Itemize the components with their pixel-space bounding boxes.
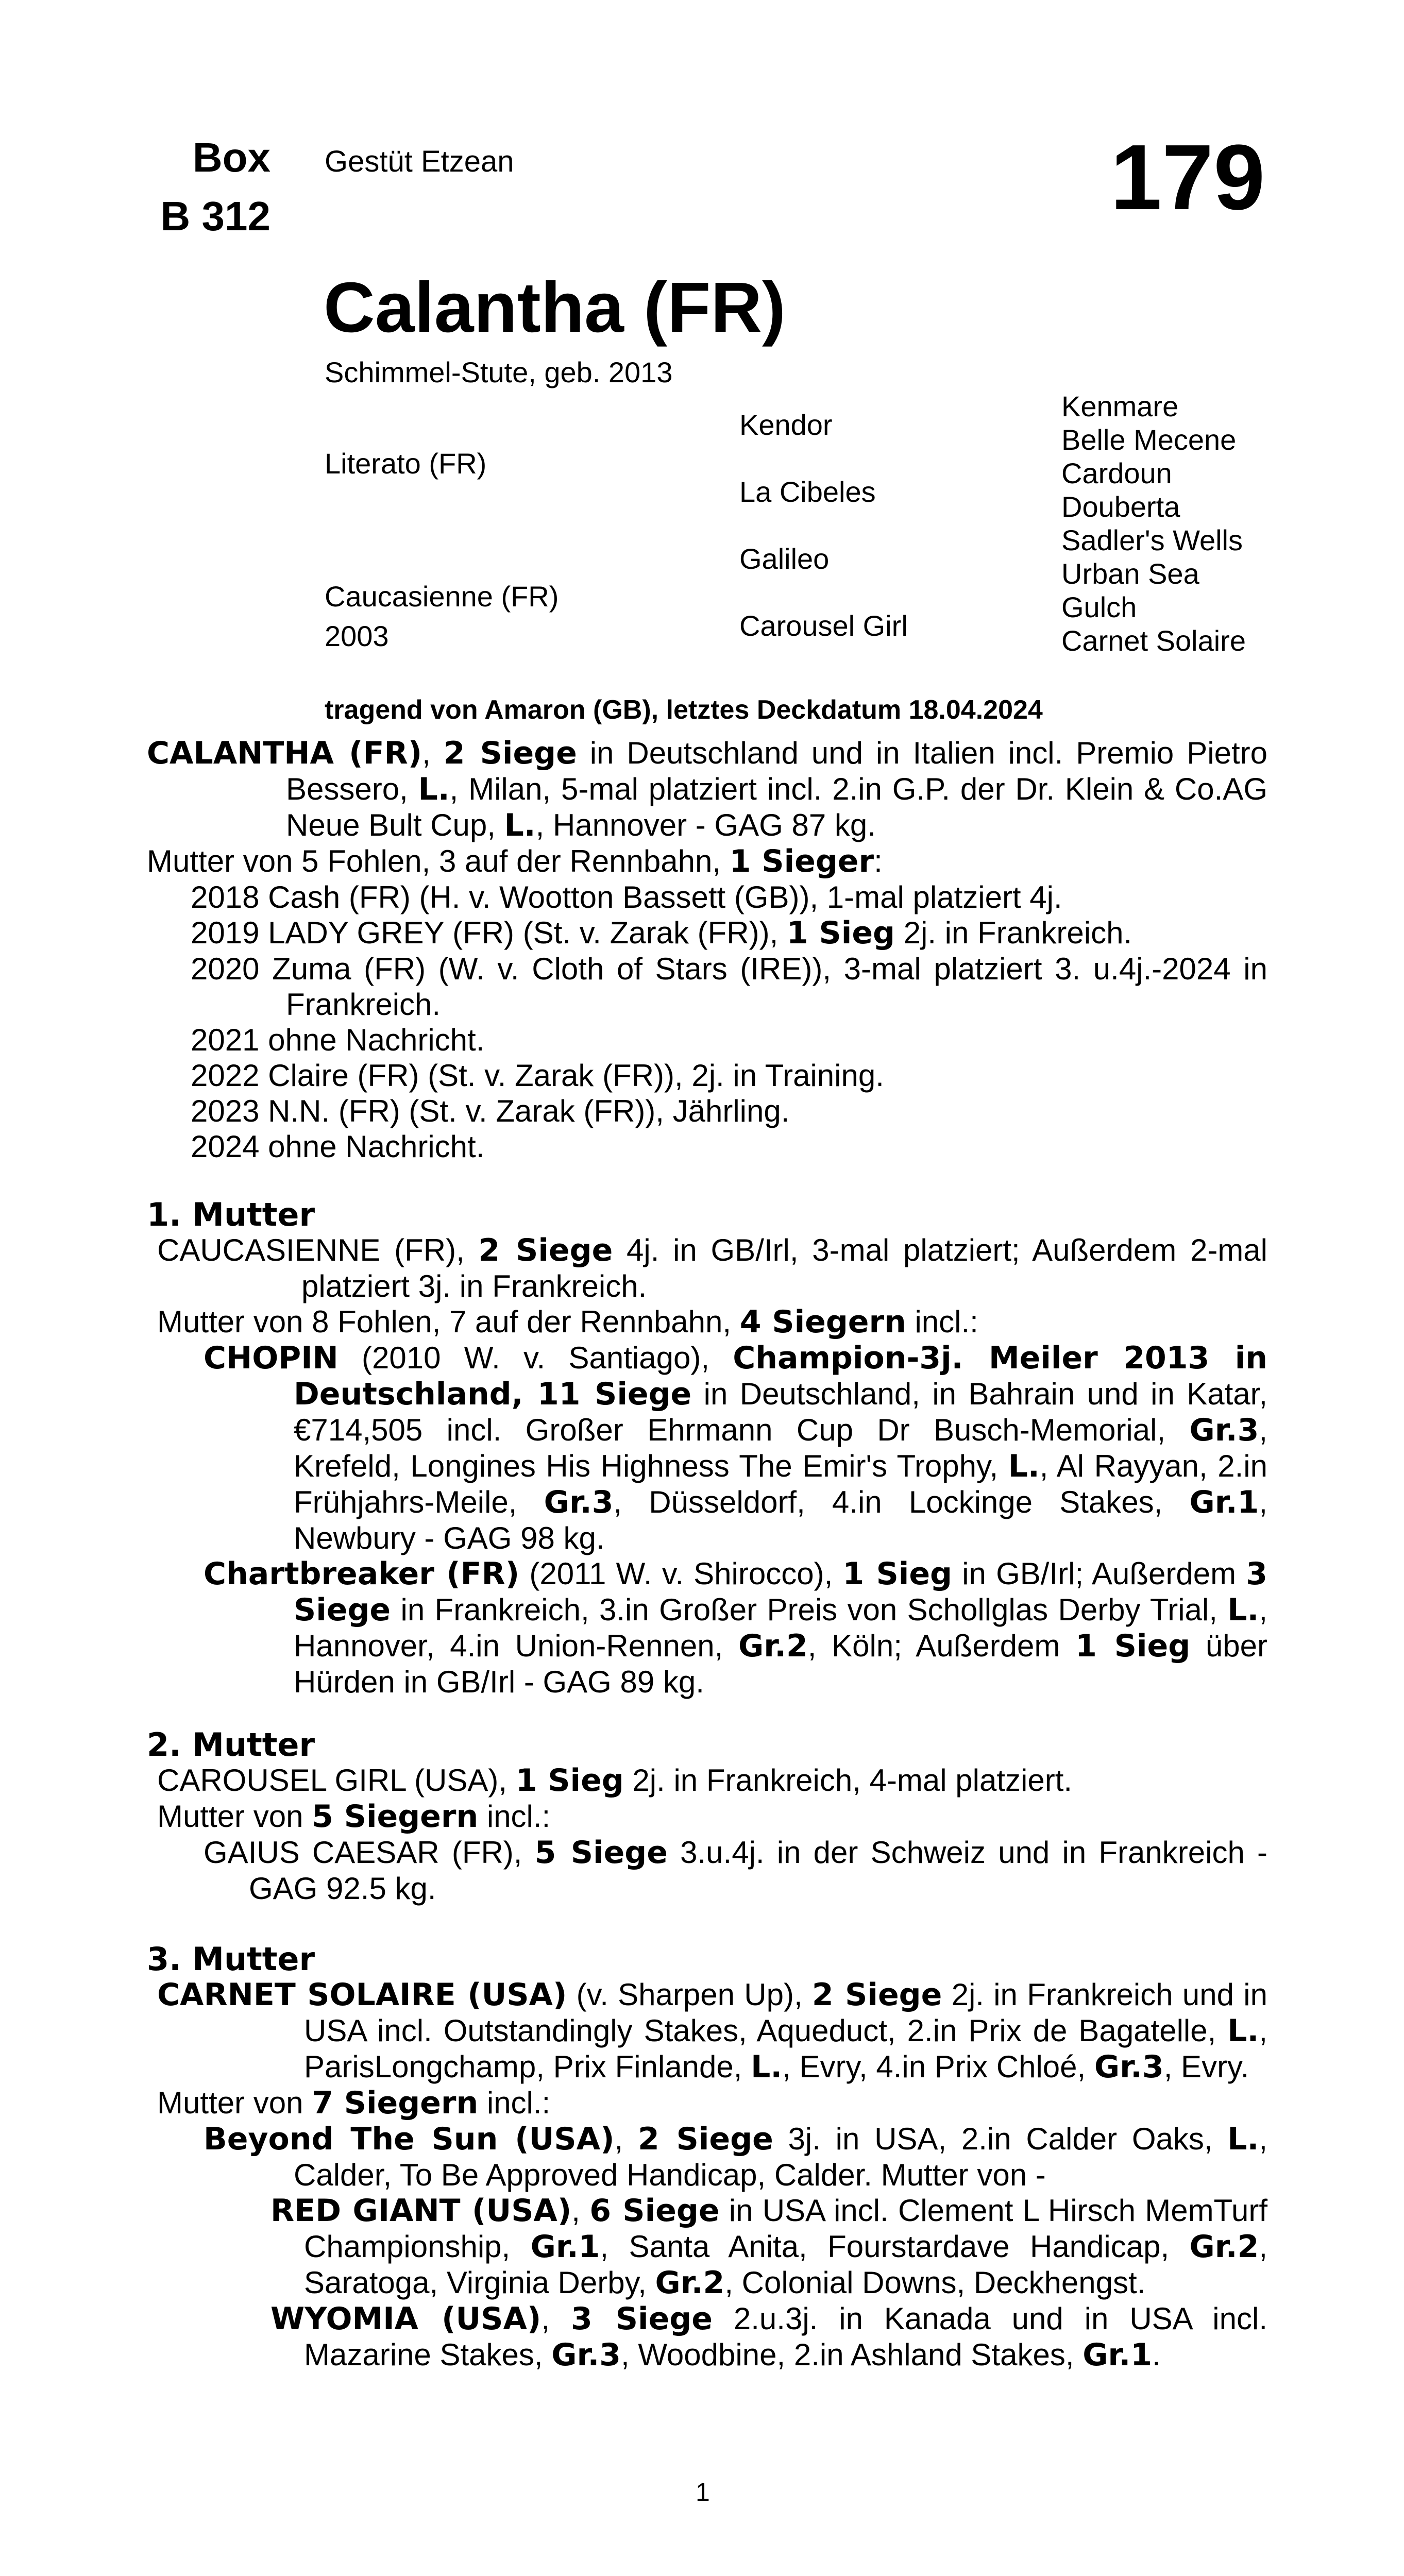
consignor: Gestüt Etzean bbox=[325, 145, 514, 178]
pedigree-dam-year: 2003 bbox=[325, 620, 389, 652]
dam1-section bbox=[147, 1197, 1267, 1700]
dam3-produce: Mutter von 7 Siegern incl.: bbox=[157, 2085, 551, 2121]
pedigree-ssd: Belle Mecene bbox=[1061, 423, 1237, 456]
list-item: 2023 N.N. (FR) (St. v. Zarak (FR)), Jährling. bbox=[191, 1094, 790, 1128]
list-item: 2018 Cash (FR) (H. v. Wootton Bassett (GB)), 1-mal platziert 4j. bbox=[191, 880, 1062, 914]
box-label: Box bbox=[192, 134, 270, 180]
list-item: Chartbreaker (FR) (2011 W. v. Shirocco), 1 Sieg in GB/Irl; Außerdem 3 Siege in Frankreich, 3.in Großer Preis von Schollglas Derby Trial, L., Hannover, 4.in Union-Rennen, Gr.2, Köln; Außerdem 1 Sieg über Hürden in GB/Irl - GAG 89 kg. bbox=[204, 1556, 1267, 1699]
pedigree-sss: Kenmare bbox=[1061, 390, 1179, 422]
list-item: 2020 Zuma (FR) (W. v. Cloth of Stars (IRE)), 3-mal platziert 3. u.4j.-2024 in Frankreich. bbox=[191, 952, 1267, 1022]
pedigree-sire: Literato (FR) bbox=[325, 447, 487, 480]
dam1-produce: Mutter von 8 Fohlen, 7 auf der Rennbahn, 4 Siegern incl.: bbox=[157, 1304, 978, 1340]
list-item: 2022 Claire (FR) (St. v. Zarak (FR)), 2j. in Training. bbox=[191, 1058, 884, 1093]
pedigree-ddd: Carnet Solaire bbox=[1061, 624, 1246, 657]
list-item: GAIUS CAESAR (FR), 5 Siege 3.u.4j. in der Schweiz und in Frankreich - GAG 92.5 kg. bbox=[204, 1835, 1267, 1906]
covering-info: tragend von Amaron (GB), letztes Deckdatum 18.04.2024 bbox=[325, 695, 1043, 725]
lot-number: 179 bbox=[1110, 126, 1265, 229]
dam1-heading: 1. Mutter bbox=[147, 1196, 315, 1233]
pedigree-dd: Carousel Girl bbox=[739, 609, 908, 642]
page-number: 1 bbox=[696, 2478, 710, 2506]
pedigree-dds: Gulch bbox=[1061, 591, 1137, 623]
dam2-record: CAROUSEL GIRL (USA), 1 Sieg 2j. in Frankreich, 4-mal platziert. bbox=[157, 1762, 1073, 1799]
dam3-record: CARNET SOLAIRE (USA) (v. Sharpen Up), 2 Siege 2j. in Frankreich und in USA incl. Outstandingly Stakes, Aqueduct, 2.in Prix de Bagatelle, L., ParisLongchamp, Prix Finlande, L., Evry, 4.in Prix Chloé, Gr.3, Evry. bbox=[157, 1977, 1267, 2085]
produce-list bbox=[147, 879, 1267, 1164]
dam2-section bbox=[147, 1727, 1267, 1906]
pedigree-ds: Galileo bbox=[739, 543, 830, 575]
dam2-produce: Mutter von 5 Siegern incl.: bbox=[157, 1799, 551, 1835]
list-item: 2021 ohne Nachricht. bbox=[191, 1023, 485, 1057]
list-item: Beyond The Sun (USA), 2 Siege 3j. in USA, 2.in Calder Oaks, L., Calder, To Be Approved Handicap, Calder. Mutter von - bbox=[204, 2121, 1267, 2192]
pedigree-dss: Sadler's Wells bbox=[1061, 524, 1243, 556]
pedigree-sdd: Douberta bbox=[1061, 490, 1180, 523]
pedigree-sds: Cardoun bbox=[1061, 457, 1172, 489]
produce-summary: Mutter von 5 Fohlen, 3 auf der Rennbahn, 1 Sieger: bbox=[147, 843, 883, 879]
self-record: CALANTHA (FR), 2 Siege in Deutschland und in Italien incl. Premio Pietro Bessero, L., Milan, 5-mal platziert incl. 2.in G.P. der Dr. Klein & Co.AG Neue Bult Cup, L., Hannover - GAG 87 kg. bbox=[147, 735, 1267, 843]
dam2-heading: 2. Mutter bbox=[147, 1726, 315, 1764]
racing-record bbox=[147, 735, 1267, 1164]
box-number: B 312 bbox=[160, 193, 270, 239]
pedigree-dam: Caucasienne (FR) bbox=[325, 580, 559, 613]
dam3-heading: 3. Mutter bbox=[147, 1940, 315, 1978]
dam3-section bbox=[147, 1941, 1267, 2373]
list-item: 2019 LADY GREY (FR) (St. v. Zarak (FR)), 1 Sieg 2j. in Frankreich. bbox=[191, 915, 1132, 951]
list-item: RED GIANT (USA), 6 Siege in USA incl. Clement L Hirsch MemTurf Championship, Gr.1, Santa Anita, Fourstardave Handicap, Gr.2, Saratoga, Virginia Derby, Gr.2, Colonial Downs, Deckhengst. bbox=[270, 2193, 1267, 2301]
horse-name: Calantha (FR) bbox=[324, 268, 786, 347]
list-item: 2024 ohne Nachricht. bbox=[191, 1129, 485, 1164]
pedigree-ss: Kendor bbox=[739, 409, 833, 441]
dam1-record: CAUCASIENNE (FR), 2 Siege 4j. in GB/Irl, 3-mal platziert; Außerdem 2-mal platziert 3j. in Frankreich. bbox=[157, 1232, 1267, 1303]
list-item: CHOPIN (2010 W. v. Santiago), Champion-3j. Meiler 2013 in Deutschland, 11 Siege in Deutschland, in Bahrain und in Katar, €714,505 incl. Großer Ehrmann Cup Dr Busch-Memorial, Gr.3, Krefeld, Longines His Highness The Emir's Trophy, L., Al Rayyan, 2.in Frühjahrs-Meile, Gr.3, Düsseldorf, 4.in Lockinge Stakes, Gr.1, Newbury - GAG 98 kg. bbox=[204, 1340, 1268, 1555]
horse-description: Schimmel-Stute, geb. 2013 bbox=[325, 356, 673, 388]
list-item: WYOMIA (USA), 3 Siege 2.u.3j. in Kanada und in USA incl. Mazarine Stakes, Gr.3, Woodbine, 2.in Ashland Stakes, Gr.1. bbox=[270, 2301, 1268, 2373]
pedigree-sd: La Cibeles bbox=[739, 476, 876, 508]
pedigree-dsd: Urban Sea bbox=[1061, 557, 1199, 590]
